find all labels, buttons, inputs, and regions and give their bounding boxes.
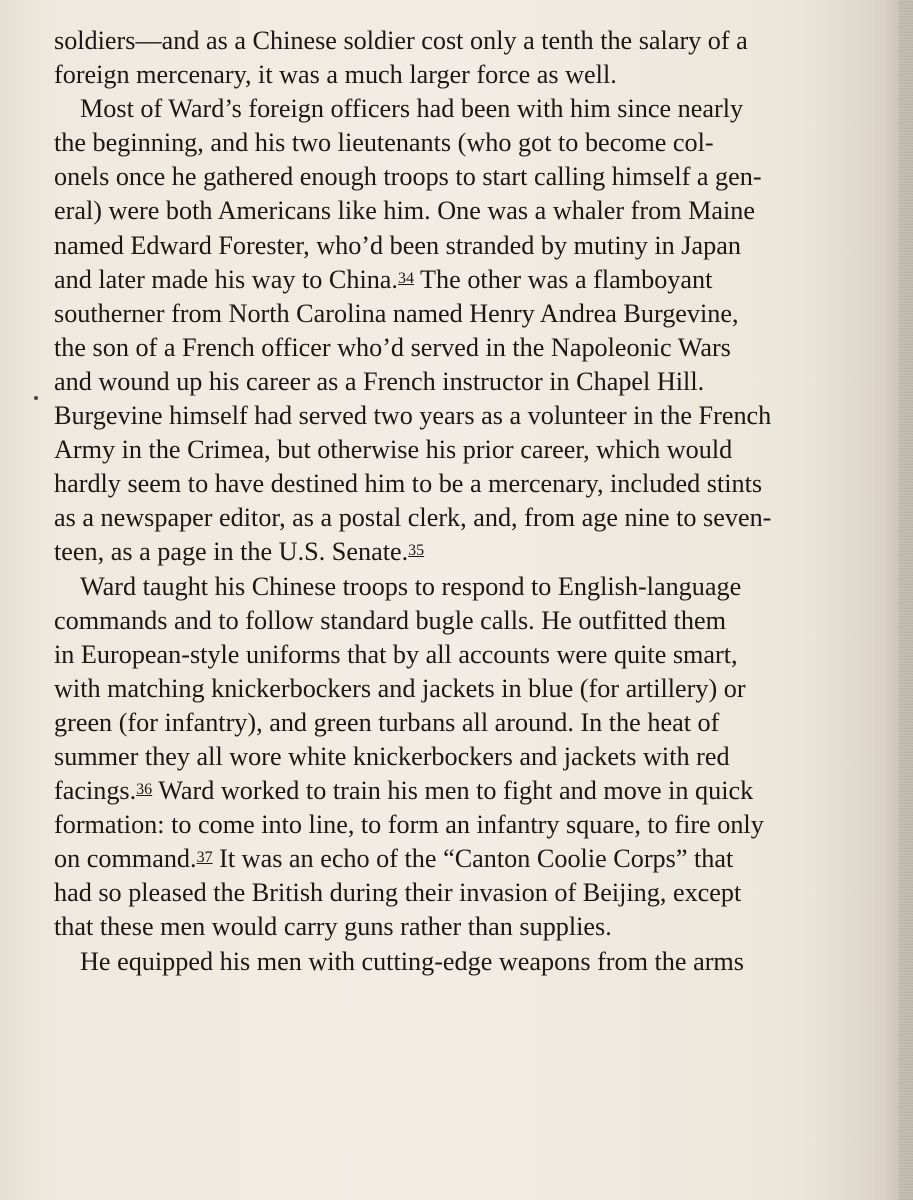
body-text [54, 24, 874, 979]
footnote-ref[interactable]: 35 [408, 542, 425, 560]
text-line [54, 638, 874, 672]
line-text-after-note: It was an echo of the “Canton Coolie Corps” that [212, 844, 734, 874]
line-text: summer they all wore white knickerbockers and jackets with red [54, 741, 730, 771]
line-text: on command. [54, 844, 197, 874]
text-line [54, 399, 874, 433]
text-line [54, 945, 874, 979]
text-line [54, 58, 874, 92]
line-text: teen, as a page in the U.S. Senate. [54, 537, 409, 567]
line-text: onels once he gathered enough troops to start calling himself a gen- [54, 162, 762, 192]
text-line [54, 433, 874, 467]
text-line [54, 535, 874, 569]
line-text: soldiers—and as a Chinese soldier cost only a tenth the salary of a [54, 26, 748, 55]
page-edge [899, 0, 913, 1200]
text-line [54, 92, 874, 126]
text-line [54, 365, 874, 399]
text-line [54, 467, 874, 501]
line-text: Burgevine himself had served two years as a volunteer in the French [54, 401, 772, 431]
text-line [54, 263, 874, 297]
text-line [54, 331, 874, 365]
text-line [54, 910, 874, 944]
line-text: as a newspaper editor, as a postal clerk, and, from age nine to seven- [54, 503, 772, 533]
text-line [54, 876, 874, 910]
text-line [54, 24, 874, 58]
line-text: green (for infantry), and green turbans all around. In the heat of [54, 707, 720, 737]
line-text: that these men would carry guns rather than supplies. [54, 912, 612, 942]
text-line [54, 808, 874, 842]
line-text: hardly seem to have destined him to be a mercenary, included stints [54, 469, 763, 499]
line-text: southerner from North Carolina named Henry Andrea Burgevine, [54, 298, 739, 328]
line-text: and later made his way to China. [54, 264, 398, 294]
line-text: Army in the Crimea, but otherwise his prior career, which would [54, 435, 733, 465]
text-line [54, 160, 874, 194]
line-text: with matching knickerbockers and jackets in blue (for artillery) or [54, 673, 746, 703]
footnote-ref[interactable]: 36 [136, 781, 153, 799]
footnote-ref[interactable]: 37 [196, 849, 213, 867]
text-line [54, 229, 874, 263]
text-line [54, 706, 874, 740]
text-line [54, 672, 874, 706]
line-text: eral) were both Americans like him. One was a whaler from Maine [54, 196, 755, 226]
line-text: facings. [54, 776, 137, 806]
line-text: named Edward Forester, who’d been stranded by mutiny in Japan [54, 230, 741, 260]
text-line [54, 740, 874, 774]
text-line [54, 501, 874, 535]
line-text: and wound up his career as a French instructor in Chapel Hill. [54, 366, 705, 396]
line-text: the son of a French officer who’d served in the Napoleonic Wars [54, 332, 731, 362]
text-line [54, 842, 874, 876]
footnote-ref[interactable]: 34 [397, 269, 414, 287]
line-text: He equipped his men with cutting-edge weapons from the arms [80, 946, 744, 976]
margin-mark [34, 396, 38, 400]
line-text-after-note: Ward worked to train his men to fight and move in quick [152, 776, 754, 806]
text-line [54, 604, 874, 638]
line-text: commands and to follow standard bugle calls. He outfitted them [54, 605, 726, 635]
text-line [54, 194, 874, 228]
line-text: formation: to come into line, to form an infantry square, to fire only [54, 810, 764, 840]
line-text-after-note: The other was a flamboyant [413, 264, 713, 294]
line-text: Most of Ward’s foreign officers had been with him since nearly [80, 94, 744, 124]
line-text: in European-style uniforms that by all accounts were quite smart, [54, 639, 738, 669]
line-text: the beginning, and his two lieutenants (who got to become col- [54, 128, 714, 158]
line-text: foreign mercenary, it was a much larger force as well. [54, 60, 617, 90]
text-line [54, 126, 874, 160]
text-line [54, 774, 874, 808]
line-text: had so pleased the British during their invasion of Beijing, except [54, 878, 742, 908]
line-text: Ward taught his Chinese troops to respond to English-language [80, 571, 742, 601]
text-line [54, 297, 874, 331]
text-line [54, 570, 874, 604]
